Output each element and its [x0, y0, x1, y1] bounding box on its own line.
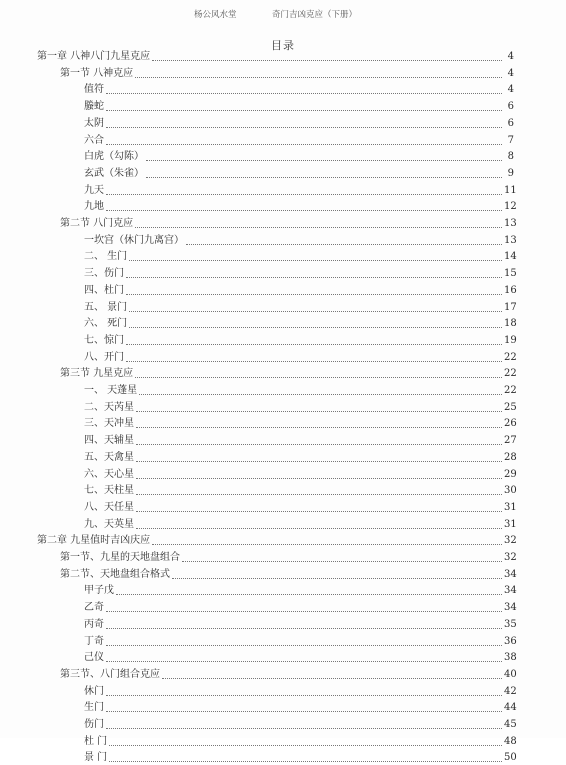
toc-entry-label: 四、天辅星	[84, 435, 134, 447]
toc-entry-page-number: 28	[504, 451, 517, 463]
toc-entry-label: 九地	[84, 201, 104, 213]
dot-leader	[126, 344, 502, 345]
toc-entry-page-number: 6	[507, 101, 514, 113]
dot-leader	[106, 194, 502, 195]
dot-leader	[106, 127, 502, 128]
toc-entry-page-number: 4	[507, 84, 514, 96]
toc-entry[interactable]	[84, 417, 517, 431]
toc-entry-page-number: 19	[504, 334, 517, 346]
toc-entry-label: 第二节、天地盘组合格式	[60, 568, 170, 580]
dot-leader	[146, 160, 502, 161]
toc-entry[interactable]	[60, 367, 517, 381]
dot-leader	[135, 77, 502, 78]
dot-leader	[109, 745, 502, 746]
toc-entry-label: 六、天心星	[84, 468, 134, 480]
toc-entry-label: 六、 死门	[84, 318, 128, 330]
toc-entry-page-number: 44	[504, 702, 517, 714]
toc-entry[interactable]	[84, 434, 517, 448]
toc-title: 目录	[271, 39, 295, 52]
toc-entry-label: 玄武（朱雀）	[84, 167, 144, 179]
dot-leader	[106, 144, 502, 145]
toc-entry[interactable]	[84, 501, 517, 515]
toc-entry-page-number: 29	[504, 468, 517, 480]
toc-entry-label: 九、天英星	[84, 518, 134, 530]
toc-entry-page-number: 15	[504, 268, 517, 280]
toc-entry[interactable]	[84, 735, 517, 749]
dot-leader	[129, 311, 502, 312]
dot-leader	[136, 511, 502, 512]
dot-leader	[136, 427, 502, 428]
dot-leader	[136, 411, 502, 412]
toc-entry-page-number: 26	[504, 418, 517, 430]
dot-leader	[126, 361, 502, 362]
dot-leader	[106, 210, 502, 211]
toc-entry-page-number: 25	[504, 401, 517, 413]
toc-entry[interactable]	[84, 468, 517, 482]
toc-entry[interactable]	[84, 100, 514, 114]
toc-entry-page-number: 32	[504, 535, 517, 547]
toc-entry-page-number: 45	[504, 719, 517, 730]
toc-entry[interactable]	[84, 250, 517, 264]
toc-entry-page-number: 38	[504, 652, 517, 664]
toc-entry[interactable]	[84, 134, 514, 148]
toc-entry-page-number: 18	[504, 318, 517, 330]
toc-entry-label: 第二节 八门克应	[60, 218, 134, 229]
toc-entry-label: 三、伤门	[84, 268, 124, 280]
toc-entry[interactable]	[84, 200, 517, 214]
toc-entry-label: 螣蛇	[84, 101, 104, 113]
toc-entry[interactable]	[60, 568, 517, 582]
toc-entry[interactable]	[84, 150, 514, 164]
toc-entry-page-number: 16	[504, 284, 517, 296]
dot-leader	[106, 628, 502, 629]
dot-leader	[182, 561, 502, 562]
toc-entry[interactable]	[84, 301, 517, 315]
dot-leader	[139, 394, 502, 395]
dot-leader	[109, 761, 502, 762]
dot-leader	[106, 695, 502, 696]
toc-entry[interactable]	[84, 234, 517, 248]
toc-entry-label: 第三节、八门组合克应	[60, 668, 160, 680]
dot-leader	[126, 277, 502, 278]
toc-entry-page-number: 22	[504, 385, 517, 396]
toc-entry[interactable]	[60, 551, 517, 565]
toc-entry-label: 五、天禽星	[84, 451, 134, 463]
dot-leader	[162, 678, 502, 679]
dot-leader	[172, 578, 502, 579]
page-header	[0, 8, 566, 22]
toc-entry[interactable]	[84, 83, 514, 97]
dot-leader	[136, 444, 502, 445]
toc-entry-page-number: 13	[504, 234, 517, 246]
toc-entry[interactable]	[84, 167, 514, 181]
toc-entry[interactable]	[84, 284, 517, 298]
dot-leader	[136, 494, 502, 495]
toc-entry[interactable]	[84, 117, 514, 131]
toc-entry-label: 太阴	[84, 117, 104, 129]
dot-leader	[106, 110, 502, 111]
toc-entry-page-number: 35	[504, 618, 517, 630]
header-right: 奇门吉凶克应（下册）	[272, 10, 358, 20]
dot-leader	[135, 227, 502, 228]
dot-leader	[106, 645, 502, 646]
toc-entry-label: 九天	[84, 184, 104, 196]
toc-entry-page-number: 42	[504, 685, 517, 697]
toc-entry-label: 甲子戊	[84, 585, 114, 597]
toc-entry[interactable]	[37, 50, 514, 64]
toc-entry-label: 第一节 八神克应	[60, 67, 134, 79]
toc-entry-page-number: 7	[507, 134, 514, 146]
toc-entry-label: 己仪	[84, 652, 104, 664]
toc-entry-label: 第一节、九星的天地盘组合	[60, 552, 180, 563]
toc-entry-label: 七、天柱星	[84, 485, 134, 497]
dot-leader	[106, 728, 502, 729]
dot-leader	[152, 60, 502, 61]
toc-entry-label: 三、天冲星	[84, 418, 134, 430]
toc-entry[interactable]	[37, 534, 517, 548]
toc-entry-page-number: 48	[504, 735, 517, 747]
toc-entry-page-number: 9	[507, 167, 514, 179]
toc-entry-page-number: 30	[504, 485, 517, 497]
toc-entry[interactable]	[84, 267, 517, 281]
dot-leader	[135, 377, 502, 378]
toc-entry-label: 休门	[84, 685, 104, 697]
toc-entry-page-number: 4	[507, 67, 514, 79]
toc-entry-label: 生门	[84, 702, 104, 714]
toc-entry-page-number: 22	[504, 351, 517, 363]
toc-entry-label: 值符	[84, 84, 104, 96]
toc-entry-label: 第一章 八神八门九星克应	[37, 51, 151, 62]
toc-entry[interactable]	[84, 518, 517, 532]
toc-entry[interactable]	[84, 685, 517, 699]
dot-leader	[136, 478, 502, 479]
toc-entry[interactable]	[60, 217, 517, 231]
header-left: 杨公风水堂	[194, 10, 237, 20]
toc-entry[interactable]	[84, 601, 517, 615]
dot-leader	[146, 177, 502, 178]
dot-leader	[116, 594, 502, 595]
toc-entry-page-number: 34	[504, 568, 517, 580]
toc-entry[interactable]	[84, 635, 517, 649]
toc-entry-label: 景 门	[84, 752, 108, 764]
toc-entry-label: 二、天芮星	[84, 401, 134, 413]
toc-entry[interactable]	[84, 184, 517, 198]
toc-entry[interactable]	[84, 317, 517, 331]
dot-leader	[186, 244, 502, 245]
toc-entry-page-number: 32	[504, 552, 517, 563]
toc-entry-page-number: 14	[504, 251, 517, 263]
toc-entry-label: 七、惊门	[84, 334, 124, 346]
toc-entry-page-number: 40	[504, 668, 517, 680]
toc-entry-page-number: 12	[504, 201, 517, 213]
toc-entry-page-number: 31	[504, 501, 517, 513]
dot-leader	[129, 327, 502, 328]
toc-entry[interactable]	[60, 67, 514, 81]
toc-entry-label: 丁奇	[84, 635, 104, 647]
dot-leader	[106, 93, 502, 94]
dot-leader	[129, 260, 502, 261]
toc-entry-label: 六合	[84, 134, 104, 146]
toc-entry[interactable]	[84, 701, 517, 715]
toc-entry-page-number: 4	[507, 51, 514, 62]
toc-entry[interactable]	[84, 584, 517, 598]
toc-entry[interactable]	[84, 751, 517, 765]
toc-entry-page-number: 8	[507, 151, 514, 163]
toc-entry-label: 一坎宫（休门九离宫）	[84, 234, 184, 246]
toc-entry[interactable]	[84, 484, 517, 498]
dot-leader	[106, 611, 502, 612]
toc-entry-page-number: 17	[504, 301, 517, 313]
toc-entry-page-number: 27	[504, 435, 517, 447]
dot-leader	[126, 294, 502, 295]
toc-entry[interactable]	[84, 451, 517, 465]
toc-entry-page-number: 34	[504, 585, 517, 597]
dot-leader	[106, 661, 502, 662]
toc-entry-label: 第二章 九星值时吉凶庆应	[37, 535, 151, 547]
toc-entry-label: 杜 门	[84, 735, 108, 747]
toc-entry-page-number: 36	[504, 635, 517, 647]
dot-leader	[136, 528, 502, 529]
toc-entry-label: 五、 景门	[84, 301, 128, 313]
toc-entry-label: 二、 生门	[84, 251, 128, 263]
toc-entry[interactable]	[84, 384, 517, 398]
toc-entry-label: 第三节 九星克应	[60, 368, 134, 380]
toc-entry-page-number: 31	[504, 518, 517, 530]
dot-leader	[152, 544, 502, 545]
toc-entry[interactable]	[84, 618, 517, 632]
toc-entry[interactable]	[60, 668, 517, 682]
toc-entry[interactable]	[84, 351, 517, 365]
toc-entry-label: 伤门	[84, 719, 104, 730]
toc-entry-label: 四、杜门	[84, 284, 124, 296]
toc-entry-page-number: 34	[504, 602, 517, 614]
toc-entry-page-number: 6	[507, 117, 514, 129]
toc-entry-page-number: 50	[504, 752, 517, 764]
toc-entry-page-number: 13	[504, 218, 517, 229]
toc-entry[interactable]	[84, 401, 517, 415]
toc-entry-label: 丙奇	[84, 618, 104, 630]
toc-entry-page-number: 22	[504, 368, 517, 380]
toc-entry-label: 白虎（勾陈）	[84, 151, 144, 163]
toc-entry-label: 八、开门	[84, 351, 124, 363]
dot-leader	[106, 711, 502, 712]
dot-leader	[136, 461, 502, 462]
toc-entry[interactable]	[84, 334, 517, 348]
toc-entry-label: 乙奇	[84, 602, 104, 614]
toc-entry-label: 一、 天蓬星	[84, 385, 138, 396]
toc-entry-page-number: 11	[504, 184, 517, 196]
toc-entry-label: 八、天任星	[84, 501, 134, 513]
toc-entry[interactable]	[84, 651, 517, 665]
toc-entry[interactable]	[84, 718, 517, 732]
